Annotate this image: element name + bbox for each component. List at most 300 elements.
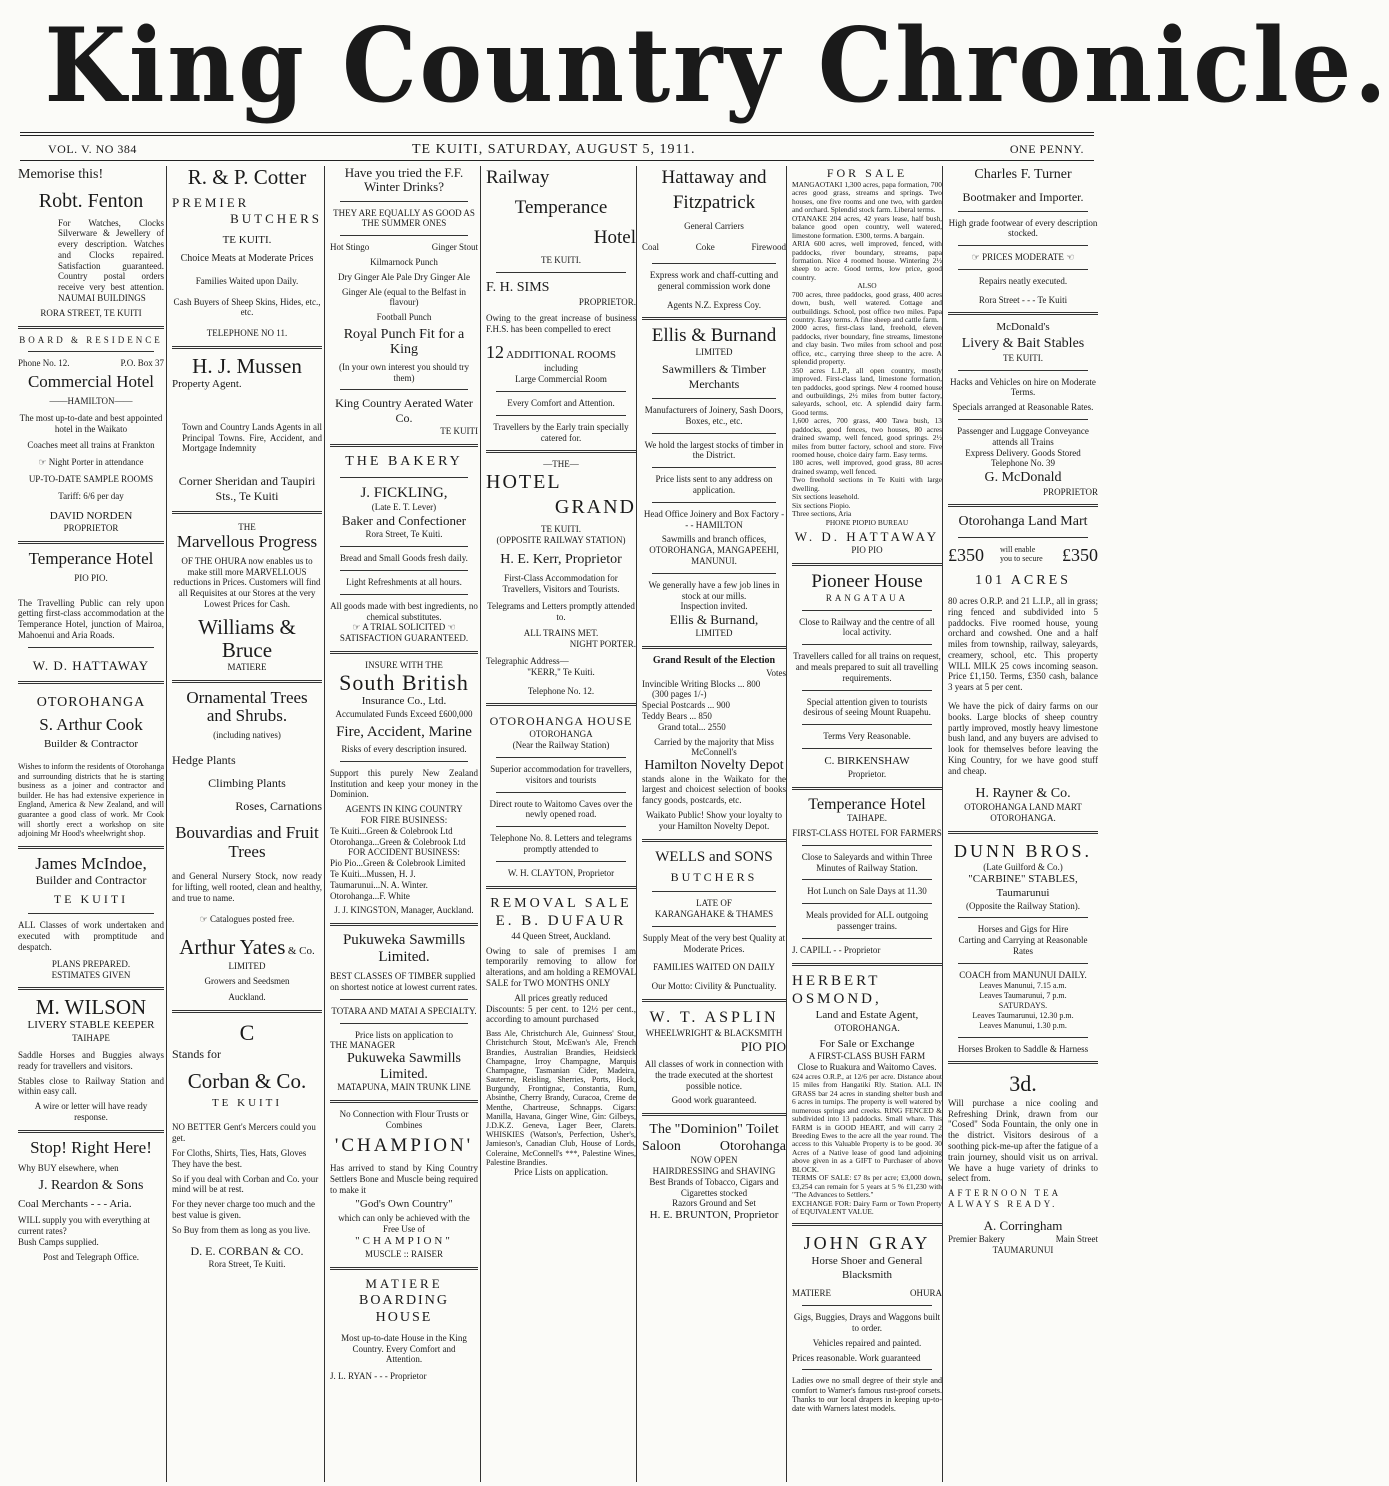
columns — [18, 166, 1098, 1482]
ad-location: TAIHAPE. — [846, 813, 888, 824]
ad-body: Agents N.Z. Express Coy. — [667, 299, 761, 310]
ad-body: For they never charge too much and the best value is given. — [172, 1199, 316, 1221]
ad-item: Hedge Plants — [172, 752, 236, 767]
ad-body: OF THE OHURA now enables us to make still more MARVELLOUS reductions in Prices. Customers will find all Requisites at our Stores at the very Lowest Prices for Cash. — [173, 555, 321, 609]
ad-mussen — [172, 355, 322, 504]
ad-location: PIO PIO — [740, 1038, 786, 1054]
ad-body: Why BUY elsewhere, when — [18, 1163, 119, 1174]
ad-herbert-osmond — [792, 972, 942, 1217]
drink-item: Kilmarnock Punch — [370, 256, 438, 267]
ad-heading: Memorise this! — [18, 167, 104, 182]
advertiser-name: Arthur Yates — [179, 935, 286, 960]
ad-location: OHURA — [909, 1288, 942, 1299]
ad-body: "God's Own Country" — [355, 1197, 453, 1210]
ad-temperance-hotel-taihape — [792, 796, 942, 956]
price-figure: £350 — [1062, 544, 1098, 565]
advertiser-name: 'CHAMPION' — [334, 1135, 474, 1157]
advertiser-name: Commercial Hotel — [27, 372, 155, 392]
ad-body: Travellers by the Early train specially catered for. — [493, 421, 629, 443]
agent-line: Te Kuiti...Mussen, H. J. — [330, 869, 416, 880]
ad-temperance-hotel-piopio — [18, 550, 164, 674]
ad-body: No Connection with Flour Trusts or Combines — [339, 1108, 469, 1130]
ad-body: (including natives) — [213, 730, 281, 741]
ad-address: Rora Street - - - Te Kuiti — [978, 294, 1068, 305]
ad-body: including — [544, 363, 578, 374]
ad-for-sale-hattaway — [792, 166, 942, 556]
ad-body: Head Office Joinery and Box Factory - - - HAMILTON — [643, 508, 785, 530]
property-listing: 1,600 acres, 700 grass, 400 Tawa bush, 13 paddocks, good fences, two houses, 80 acres drained swamp, well fenced, good springs. 2½ miles from butter factory, school and store. Five roomed house, choice dairy farm. Easy terms. — [792, 416, 942, 459]
ad-body: Inspection invited. — [680, 601, 748, 612]
ad-item: Coal — [642, 242, 659, 253]
ad-subtitle: BUTCHERS — [670, 870, 758, 885]
ad-subtitle: Coal Merchants - - - Aria. — [18, 1197, 132, 1210]
ad-body: Owing to sale of premises I am temporarily removing to allow for alterations, and am holding a REMOVAL SALE for TWO MONTHS ONLY — [486, 945, 636, 988]
ad-body: For Cloths, Shirts, Ties, Hats, Gloves They have the best. — [172, 1148, 307, 1169]
ad-location: MATIERE — [792, 1288, 831, 1299]
ad-body: Most up-to-date House in the King Country. Every Comfort and Attention. — [341, 1332, 467, 1365]
ad-body: Large Commercial Room — [515, 374, 607, 385]
ad-subtitle: WHEELWRIGHT & BLACKSMITH — [645, 1028, 783, 1039]
ad-body: ☞ A TRIAL SOLICITED ☜ — [352, 622, 456, 633]
ad-body: (In your own interest you should try them) — [339, 361, 469, 383]
column-4 — [486, 166, 636, 1482]
ad-body: 80 acres O.R.P. and 21 L.I.P., all in grass; ring fenced and subdivided into 5 paddocks. Five roomed house, young orchard and cowshed. One and a half miles from township, railway, saleyards, creamery, school, etc. This property WILL MILK 25 cows incoming season. Price £1,150. Terms, £350 cash, balance 3 years at 5 per cent. — [948, 595, 1098, 693]
proprietor-title: PROPRIETOR — [63, 523, 119, 534]
ad-subtitle: General Carriers — [684, 221, 744, 232]
ad-body: AGENTS IN KING COUNTRY — [345, 804, 463, 815]
ad-subtitle: Land and Estate Agent, — [815, 1009, 919, 1022]
advertiser-name: Temperance Hotel — [28, 549, 154, 569]
issue-price: ONE PENNY. — [1009, 142, 1084, 156]
advertiser-name: H. Rayner & Co. — [975, 785, 1071, 801]
timetable-row: Leaves Manunui, 1.30 p.m. — [979, 1020, 1067, 1030]
ad-location: TAUMARUNUI — [992, 1244, 1054, 1255]
ad-body: ESTIMATES GIVEN — [51, 969, 131, 980]
ad-subtitle: (Late E. T. Lever) — [371, 502, 437, 513]
price-figure: £350 — [948, 544, 984, 565]
ad-body: Price lists sent to any address on application. — [655, 474, 773, 496]
column-1 — [18, 166, 164, 1482]
agent-line: Otorohanga...Green & Colebrook Ltd — [330, 836, 466, 847]
ad-address: Rora Street, Te Kuiti. — [365, 529, 443, 540]
advertiser-name: S. Arthur Cook — [39, 714, 143, 734]
ad-j-reardon — [18, 1139, 164, 1263]
ad-charles-turner — [948, 166, 1098, 305]
ad-body: HAIRDRESSING and SHAVING — [652, 1165, 776, 1176]
ad-address: RORA STREET, TE KUITI — [40, 307, 142, 318]
ad-subtitle: PREMIER — [172, 195, 250, 211]
ad-dunn-bros — [948, 840, 1098, 1055]
ad-subtitle: Insurance Co., Ltd. — [361, 695, 447, 707]
proprietor-name: J. CAPILL - - Proprietor — [792, 944, 881, 955]
property-listing: Three sections, Aria — [792, 509, 852, 519]
ad-subtitle: "CARBINE" STABLES, — [968, 873, 1078, 886]
ad-body: Specials arranged at Reasonable Rates. — [952, 402, 1094, 413]
ad-signature: J. J. KINGSTON, Manager, Auckland. — [334, 905, 474, 916]
ad-heading: Ornamental Trees and Shrubs. — [186, 687, 308, 726]
ad-body: 624 acres O.R.P., at 12/6 per acre. Distance about 15 miles from Hangatiki Rly. Station. ALL IN GRASS bar 24 acres in standing shelter bush and 6 acres in turnips. The property is well watered by numerous springs and creeks. RING FENCED & subdivided into 13 paddocks. Small whare. This FARM is in GOOD HEART, and will carry 2 Breeding Ewes to the acre all the year round. The access to this Valuable Property is to be good. 30 Acres of a Native lease of good land adjoining above given in as a GIFT to Purchaser of above BLOCK. — [792, 1071, 942, 1174]
ad-body: THE MANAGER — [330, 1040, 396, 1051]
ad-champion — [330, 1109, 478, 1260]
proprietor-title: Proprietor. — [847, 768, 887, 779]
property-listing: MANGAOTAKI 1,300 acres, papa formation, 700 acres good grass, streams and springs. Two houses, one five rooms and one two, with garden and orchard. Splendid stock farm. Liberal terms. — [792, 180, 942, 215]
ad-body: AFTERNOON TEA ALWAYS READY. — [948, 1188, 1061, 1209]
ad-body: Bread and Small Goods fresh daily. — [340, 553, 468, 564]
advertiser-name: DUNN BROS. — [953, 840, 1093, 861]
ad-location: TE KUITI. — [541, 255, 581, 266]
advertiser-name: Hattaway and Fitzpatrick — [661, 167, 767, 213]
timetable-row: Leaves Taumarunui, 12.30 p.m. — [972, 1010, 1074, 1020]
ad-location: PIO PIO. — [74, 572, 108, 583]
ad-pukuweka-sawmills — [330, 932, 478, 1093]
ad-aerated-water — [330, 166, 478, 437]
advertiser-name: Temperance — [514, 196, 608, 218]
advertiser-name: James McIndoe, — [35, 853, 147, 873]
ad-location: OTOROHANGA — [529, 729, 593, 740]
ad-location: TAIHAPE — [72, 1033, 110, 1044]
ad-james-mcindoe — [18, 855, 164, 981]
ad-location: TE KUITI. — [222, 233, 272, 246]
ad-s-arthur-cook — [18, 694, 164, 839]
ad-address: Rora Street, Te Kuiti. — [208, 1258, 286, 1269]
ad-subtitle: LIMITED — [695, 628, 733, 639]
ad-heading: THE BAKERY — [345, 454, 463, 470]
column-6 — [792, 166, 942, 1482]
drink-item: Hot Stingo — [330, 242, 370, 253]
advertiser-name: Williams & Bruce — [198, 614, 296, 662]
timetable-row: Leaves Taumarunui, 7 p.m. — [979, 990, 1067, 1000]
ad-body: First-Class Accommodation for Travellers, Visitors and Tourists. — [502, 573, 620, 594]
ad-dufaur-removal-sale — [486, 895, 636, 1178]
ad-body: ☞ Catalogues posted free. — [199, 913, 295, 924]
ad-body: We have the pick of dairy farms on our books. Large blocks of sheep country partly improved, mostly heavy limestone bush land, and any buyers are advised to look for themselves before leaving the King Country, for we have good stuff and cheap. — [948, 701, 1098, 776]
ad-heading: REMOVAL SALE — [490, 895, 632, 911]
ad-body: Light Refreshments at all hours. — [346, 577, 462, 588]
ad-phone: Telephone No. 12. — [527, 685, 595, 696]
ad-railway-hotel — [486, 166, 636, 443]
advertiser-name: Pukuweka Sawmills Limited. — [342, 932, 466, 965]
property-listing: Six sections leasehold. — [792, 492, 860, 502]
ad-body: Bush Camps supplied. — [18, 1237, 99, 1247]
property-listing: 700 acres, three paddocks, good grass, 400 acres down, bush, well watered. Cottage and outbuildings. School, post office two miles. Papa country. Easy terms. A fine sheep and cattle farm. — [792, 289, 942, 324]
ad-body: Cash Buyers of Sheep Skins, Hides, etc., etc. — [173, 296, 321, 318]
advertiser-name: R. & P. Cotter — [187, 165, 307, 189]
ad-body: All prices greatly reduced — [514, 992, 608, 1003]
advertiser-name: HERBERT OSMOND, — [792, 972, 882, 1008]
ad-body: Sawmills and branch offices, OTOROHANGA, MANGAPEEHI, MANUNUI. — [649, 534, 779, 567]
drink-item: Dry Ginger Ale Pale Dry Ginger Ale — [338, 271, 470, 282]
ad-body: So if you deal with Corban and Co. your mind will be at rest. — [172, 1173, 319, 1195]
advertiser-name: W. D. HATTAWAY — [794, 528, 940, 544]
advertiser-name: BOARDING HOUSE — [359, 1292, 449, 1326]
table-row: (300 pages 1/-) — [652, 689, 707, 700]
proprietor-name: W. H. CLAYTON, Proprietor — [507, 867, 615, 878]
ad-phone: Telephone No. 39 — [990, 458, 1056, 469]
phone-number: Phone No. 12. — [18, 358, 70, 369]
ad-john-gray — [792, 1232, 942, 1413]
ad-body: TOTARA AND MATAI A SPECIALTY. — [331, 1005, 477, 1016]
ad-body: FOR FIRE BUSINESS: — [360, 815, 448, 826]
table-row: Special Postcards ... 900 — [642, 700, 730, 711]
ad-williams-bruce — [172, 522, 322, 672]
advertiser-name: H. J. Mussen — [192, 354, 302, 379]
agent-line: Otorohanga...F. White — [330, 890, 410, 901]
property-listing: OTANAKE 204 acres, 42 years lease, half bush, balance good open country, well watered, limestone formation. £300, terms. A bargain. — [792, 213, 942, 240]
ad-body: Gigs, Buggies, Drays and Waggons built to order. — [793, 1312, 941, 1333]
ad-body: ☞ Night Porter in attendance — [38, 457, 144, 468]
timetable-row: Leaves Manunui, 7.15 a.m. — [979, 980, 1067, 990]
advertiser-name: Livery & Bait Stables — [961, 336, 1085, 352]
ad-hotel-grand — [486, 459, 636, 696]
ad-body: ALSO — [857, 281, 877, 291]
ad-body: Supply Meat of the very best Quality at Moderate Prices. — [642, 932, 786, 954]
ad-subtitle: (OPPOSITE RAILWAY STATION) — [496, 535, 626, 546]
ad-heading: Stop! Right Here! — [30, 1137, 152, 1157]
ad-body: All classes of work in connection with the trade executed at the shortest possible notice. — [644, 1059, 784, 1091]
ad-subtitle: Bootmaker and Importer. — [962, 189, 1084, 204]
ad-body: Prices reasonable. Work guaranteed — [792, 1352, 921, 1363]
ad-address: MATAPUNA, MAIN TRUNK LINE — [337, 1081, 471, 1092]
proprietor-name: J. L. RYAN - - - Proprietor — [330, 1371, 427, 1382]
ad-body: Has arrived to stand by King Country Settlers Bone and Muscle being required to make it — [330, 1163, 478, 1195]
ad-heading: THE — [238, 522, 256, 533]
ad-location: MATIERE — [365, 1275, 443, 1291]
ad-ellis-burnand — [642, 326, 786, 639]
proprietor-name: D. E. CORBAN & CO. — [190, 1243, 304, 1258]
ad-body: KARANGAHAKE & THAMES — [654, 909, 774, 920]
ad-body: Stands for — [172, 1046, 221, 1061]
ad-heading: Marvellous Progress — [176, 532, 318, 552]
ad-body: COACH from MANUNUI DAILY. — [959, 969, 1087, 980]
column-3 — [330, 166, 478, 1482]
ad-subtitle: Baker and Confectioner — [341, 513, 467, 529]
advertiser-name: J. FICKLING, — [360, 484, 448, 501]
table-total: Grand total... 2550 — [658, 721, 726, 732]
ad-pioneer-house — [792, 572, 942, 780]
ad-otorohanga-house — [486, 714, 636, 878]
ad-body: A wire or letter will have ready response. — [34, 1101, 148, 1122]
agent-line: Pio Pio...Green & Colebrook Limited — [330, 858, 466, 869]
advertiser-name: McDonald's — [996, 321, 1050, 334]
column-7 — [948, 166, 1098, 1482]
ad-hamilton-novelty-depot — [642, 655, 786, 831]
ad-body: Close to Saleyards and within Three Minutes of Railway Station. — [801, 851, 933, 873]
ad-location: Otorohanga — [719, 1138, 786, 1154]
ad-item: Roses, Carnations — [235, 798, 322, 813]
ad-item: Bouvardias and Fruit Trees — [175, 822, 319, 861]
ad-body: Saddle Horses and Buggies always ready for travellers and visitors. — [18, 1050, 164, 1071]
ad-body: SATISFACTION GUARANTEED. — [339, 633, 469, 644]
table-row: Teddy Bears ... 850 — [642, 710, 712, 721]
ad-body: Discounts: 5 per cent. to 12½ per cent., according to amount purchased — [486, 1003, 636, 1025]
dateline-rule — [20, 160, 1094, 161]
ad-heading: FOR SALE — [826, 166, 908, 180]
agent-line: Te Kuiti...Green & Colebrook Ltd — [330, 825, 453, 836]
ad-body: Travellers called for all trains on request, and meals prepared to suit all travelling requirements. — [793, 651, 941, 683]
advertiser-name: King Country Aerated Water Co. — [335, 396, 473, 426]
column-2 — [172, 166, 322, 1482]
ad-location: Auckland. — [228, 992, 266, 1003]
ad-body: Coaches meet all trains at Frankton — [27, 440, 155, 451]
ad-body: UP-TO-DATE SAMPLE ROOMS — [28, 473, 154, 484]
advertiser-name: The "Dominion" Toilet — [649, 1122, 779, 1138]
ad-subtitle: Builder & Contractor — [43, 738, 139, 751]
ad-wells-and-sons — [642, 848, 786, 993]
ad-body: MUSCLE :: RAISER — [364, 1248, 443, 1259]
ad-body: NOW OPEN — [690, 1155, 738, 1166]
ad-body: Horses Broken to Saddle & Harness — [957, 1043, 1089, 1054]
po-box: P.O. Box 37 — [120, 358, 164, 369]
ad-body: ALL TRAINS MET. — [523, 628, 599, 639]
ad-location: Taumarunui — [996, 886, 1050, 899]
ad-robt-fenton — [18, 166, 164, 319]
ad-phone: TELEPHONE NO 11. — [206, 328, 288, 339]
ad-body: EXCHANGE FOR: Dairy Farm or Town Property of EQUIVALENT VALUE. — [792, 1198, 942, 1216]
advertiser-name: Hamilton Novelty Depot — [644, 758, 784, 774]
issue-date: TE KUITI, SATURDAY, AUGUST 5, 1911. — [412, 142, 696, 157]
ad-matiere-boarding-house — [330, 1276, 478, 1382]
ad-body: So Buy from them as long as you live. — [172, 1224, 311, 1235]
ad-subtitle: (Near the Railway Station) — [512, 740, 610, 751]
advertiser-name: Otorohanga Land Mart — [958, 514, 1088, 530]
ad-subtitle: BUTCHERS — [230, 211, 322, 227]
ad-body: Owing to the great increase of business F.H.S. has been compelled to erect — [486, 313, 636, 335]
ad-body: Choice Meats at Moderate Prices — [180, 253, 314, 265]
ad-body: Express work and chaff-cutting and general commission work done — [649, 269, 779, 291]
advertiser-name: South British — [339, 669, 469, 695]
advertiser-name: GRAND — [554, 496, 636, 519]
property-listing: 350 acres L.I.P., all open country, mostly improved. First-class land, limestone formation, ten paddocks, good springs. New 4 roomed house and outbuildings, 2½ miles from butter factory, saleyards, school, etc. A splendid dairy farm. Good terms. — [792, 365, 942, 417]
ad-body: Express Delivery. Goods Stored — [965, 447, 1081, 458]
proprietor-name: W. D. HATTAWAY — [32, 657, 150, 673]
ad-body: FOR ACCIDENT BUSINESS: — [348, 847, 460, 858]
ad-body: Horses and Gigs for Hire — [977, 924, 1069, 935]
ad-body: Carried by the majority that Miss McConnell's — [654, 736, 774, 758]
ad-body: All goods made with best ingredients, no chemical substitutes. — [330, 600, 478, 622]
ad-body: The most up-to-date and best appointed hotel in the Waikato — [19, 412, 163, 434]
ad-subtitle: Builder and Contractor — [35, 873, 147, 888]
ad-body: NIGHT PORTER. — [569, 639, 636, 650]
ad-body: Telephone No. 8. Letters and telegrams promptly attended to — [490, 833, 632, 854]
timetable-heading: SATURDAYS. — [998, 1000, 1048, 1010]
advertiser-name: Corban & Co. — [187, 1068, 307, 1093]
ad-subtitle: Premier Bakery — [948, 1234, 1005, 1245]
advertiser-suffix: & Co. — [287, 945, 315, 958]
ad-heading: BOARD & RESIDENCE — [19, 334, 163, 345]
ad-body: Support this purely New Zealand Institution and keep your money in the Dominion. — [330, 767, 478, 800]
proprietor-name: F. H. SIMS — [486, 280, 550, 296]
advertiser-name: Pukuweka Sawmills Limited. — [347, 1051, 461, 1082]
drink-item: Ginger Ale (equal to the Belfast in flavour) — [342, 286, 466, 308]
ad-body: Tariff: 6/6 per day — [58, 490, 124, 501]
ad-body: For Watches, Clocks Silverware & Jewellery of every description. Watches and Clocks repaired. Satisfaction guaranteed. Country postal orders receive very best attention. NAUMAI BUILDINGS — [58, 217, 164, 304]
ad-body: Special attention given to tourists desirous of seeing Mount Ruapehu. — [803, 696, 931, 718]
ad-otorohanga-land-mart — [948, 513, 1098, 823]
ad-arthur-yates — [172, 689, 322, 1003]
ad-location: ——HAMILTON—— — [49, 395, 133, 406]
ad-heading: Fire, Accident, Marine — [336, 723, 472, 740]
ad-dominion-toilet-saloon — [642, 1122, 786, 1223]
ad-body: stands alone in the Waikato for the largest and choicest selection of books fancy goods, postcards, etc. — [642, 773, 786, 806]
ad-body: Families Waited upon Daily. — [195, 275, 299, 286]
ad-body: Hot Lunch on Sale Days at 11.30 — [807, 886, 927, 897]
ad-location: TE KUITI. — [541, 524, 581, 535]
ad-body: ADDITIONAL ROOMS — [506, 348, 617, 361]
ad-location: OTOROHANGA — [36, 695, 146, 710]
ad-body: will enable you to secure — [1000, 545, 1043, 564]
ad-body: NO BETTER Gent's Mercers could you get. — [172, 1122, 316, 1144]
ad-body: Telegraphic Address— — [486, 655, 569, 666]
ad-subtitle: LIMITED — [695, 347, 733, 358]
ad-heading: Have you tried the F.F. Winter Drinks? — [344, 165, 464, 195]
masthead — [0, 0, 1389, 138]
ad-heading: For Sale or Exchange — [819, 1037, 915, 1050]
ad-body: Risks of every description insured. — [341, 744, 467, 755]
ad-address: 44 Queen Street, Auckland. — [511, 930, 611, 941]
ad-south-british — [330, 660, 478, 916]
ad-body: Direct route to Waitomo Caves over the newly opened road. — [489, 798, 633, 820]
ad-body: High grade footwear of every description stocked. — [948, 217, 1098, 239]
masthead-rule-top — [20, 132, 1094, 133]
advertiser-name: WELLS and SONS — [655, 848, 773, 865]
dateline — [20, 142, 1094, 160]
proprietor-title: PROPRIETOR — [1043, 486, 1098, 497]
advertiser-name: Pioneer House — [811, 570, 923, 592]
ad-phone: PHONE PIOPIO BUREAU — [825, 517, 909, 527]
ad-body: Superior accommodation for travellers, visitors and tourists — [490, 763, 632, 785]
ad-subtitle: (Late Guilford & Co.) — [983, 862, 1063, 873]
advertiser-name: HOTEL — [486, 471, 562, 494]
agent-line: Taumarunui...N. A. Winter. — [330, 879, 428, 890]
ad-heading: A FIRST-CLASS BUSH FARM — [808, 1051, 926, 1062]
ad-body: Ladies owe no small degree of their style and comfort to Warner's famous rust-proof corsets. Thanks to our local drapers in keeping up-to-date with Warners latest models. — [792, 1376, 942, 1413]
advertiser-name: Railway — [486, 167, 550, 188]
ad-body: (Opposite the Railway Station). — [966, 900, 1080, 911]
ad-body: Town and Country Lands Agents in all Principal Towns. Fire, Accident, and Mortgage Indemnity — [182, 421, 322, 454]
ad-the-bakery — [330, 453, 478, 644]
ad-wt-asplin — [642, 1008, 786, 1106]
ad-heading: Grand Result of the Election — [652, 655, 776, 667]
ad-body: which can only be achieved with the Free Use of — [338, 1213, 470, 1235]
ad-body: Bass Ale, Christchurch Ale, Guinness' Stout, Christchurch Stout, McEwan's Ale, French Brandies, Australian Brandies, Heidsieck Champagne, Irroy Champagne, Marquis Champagne, Tasmanian Cider, Madeira, Sauterne, Reisling, Sherries, Ports, Hock, Burgundy, Frontignac, Constantia, Rum, Absinthe, Cherry Brandy, Curacoa, Creme de Menthe, Chartreuse, Schnapps. Cigars: Manilla, Havana, Ginger Wine, Gin: Gilbeys, J.D.K.Z. Geneva, Lager Beer, Clarets. WHISKIES (Watson's, Perfection, Usher's, Jamieson's, Canadian Club, House of Lords, Coleraine, McConnell's ***, Palestine Wines, Palestine Brandies. — [486, 1029, 636, 1167]
ad-body: Our Motto: Civility & Punctuality. — [651, 981, 777, 992]
ad-cotter-butchers — [172, 166, 322, 339]
ad-subtitle: LIVERY STABLE KEEPER — [27, 1019, 155, 1032]
column-5 — [642, 166, 786, 1482]
proprietor-name: C. BIRKENSHAW — [824, 755, 910, 768]
ad-subtitle: OTOROHANGA LAND MART — [964, 802, 1082, 813]
ad-body: "CHAMPION" — [355, 1234, 453, 1247]
newspaper-title: King Country Chronicle. — [44, 6, 1389, 126]
ad-item: Firewood — [751, 242, 786, 253]
ad-commercial-hotel — [18, 335, 164, 534]
ad-body: Price Lists on application. — [514, 1166, 608, 1177]
ad-body: ALL Classes of work undertaken and executed with promptitude and despatch. — [18, 920, 164, 952]
ad-body: Wishes to inform the residents of Otorohanga and surrounding districts that he is starting business as a joiner and contractor and builder. He has had extensive experience in England, America & New Zealand, and will guarantee a good class of work. Mr Cook will shortly erect a workshop on site adjoining Mr Hood's wheelwright shop. — [18, 761, 164, 839]
ad-corban — [172, 1019, 322, 1269]
advertiser-name: Hotel — [593, 226, 636, 248]
advertiser-name: E. B. DUFAUR — [495, 913, 627, 930]
proprietor-name: DAVID NORDEN — [49, 509, 133, 522]
ad-body: We hold the largest stocks of timber in the District. — [644, 439, 784, 461]
ad-body: Accumulated Funds Exceed £600,000 — [335, 708, 473, 719]
ad-location: OTOROHANGA. — [990, 812, 1056, 823]
ad-heading: —THE— — [543, 459, 579, 470]
ad-body: Will purchase a nice cooling and Refreshing Drink, drawn from our "Cosed" Soda Fountain, the only one in the district. Visitors desirous of a soothing pick-me-up after the fatigue of a train journey, should visit us on arrival. We have a huge variety of drinks to select from. — [948, 1097, 1098, 1184]
proprietor-title: PROPRIETOR. — [578, 296, 636, 307]
drink-item: Royal Punch Fit for a King — [343, 326, 465, 358]
ad-location: TE KUITI — [211, 1096, 283, 1109]
